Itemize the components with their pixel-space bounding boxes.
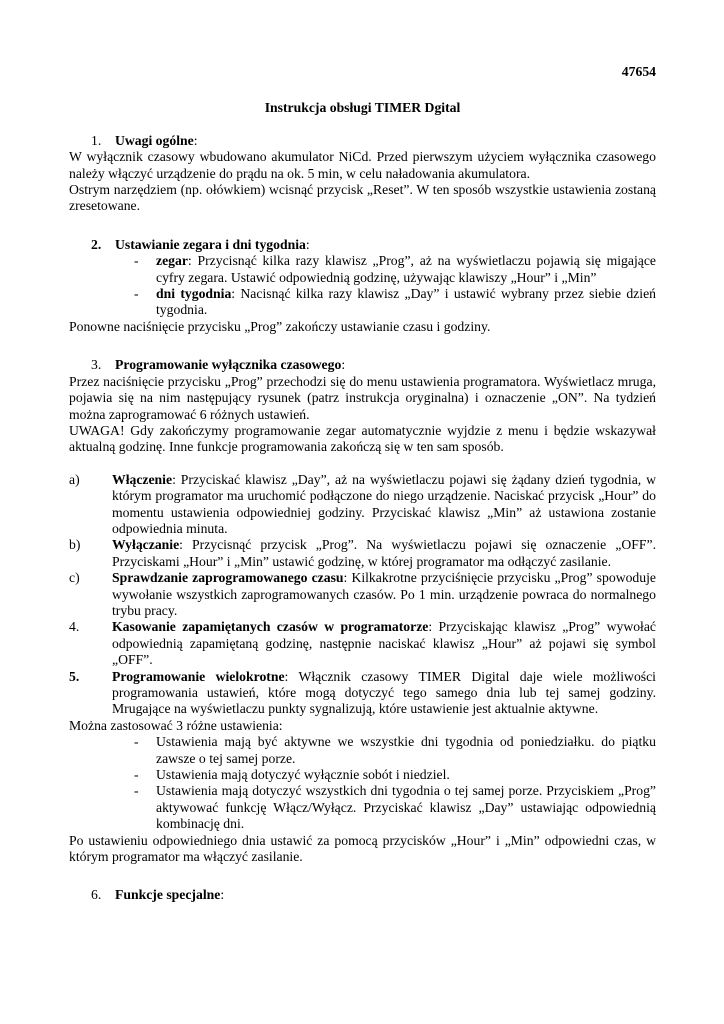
section-1-paragraph-2: Ostrym narzędziem (np. ołówkiem) wcisnąć przycisk „Reset”. W ten sposób wszystkie ustawienia zostaną zresetowane. (69, 182, 656, 214)
section-6-heading: 6. Funkcje specjalne: (91, 887, 225, 903)
programming-steps-list (69, 472, 656, 718)
settings-intro: Można zastosować 3 różne ustawienia: (69, 717, 283, 733)
item-label: dni tygodnia (156, 286, 232, 302)
list-item (69, 570, 656, 619)
section-2-number: 2. (91, 236, 102, 252)
section-3-title: Programowanie wyłącznika czasowego (115, 357, 342, 373)
item-text: : Nacisnąć kilka razy klawisz „Day” i ustawić wybrany przez siebie dzień tygodnia. (156, 286, 656, 318)
item-label: Włączenie (112, 471, 173, 487)
list-item: - dni tygodnia: Nacisnąć kilka razy klawisz „Day” i ustawić wybrany przez siebie dzień tygodnia. (134, 286, 656, 318)
section-3-number: 3. (91, 357, 102, 373)
section-2-title: Ustawianie zegara i dni tygodnia (115, 236, 306, 252)
document-page (69, 64, 656, 904)
item-text: : Przyciskając klawisz „Prog” wywołać odpowiednią zapamiętaną godzinę, następnie naciskać klawisz „Hour” aż pojawi się symbol „OFF”. (112, 619, 657, 668)
section-2-heading: 2. Ustawianie zegara i dni tygodnia: (91, 236, 310, 252)
list-item (69, 619, 656, 668)
item-label: Wyłączanie (112, 537, 180, 553)
item-label: Sprawdzanie zaprogramowanego czasu (112, 570, 344, 586)
item-marker: b) (69, 537, 81, 553)
item-text: : Przyciskać klawisz „Day”, aż na wyświetlaczu pojawi się żądany dzień tygodnia, w którym programator ma uruchomić podłączone do niego urządzenie. Naciskać przycisk „Hour” do momentu ustawienia odpowiedniej godziny. Przyciskać klawisz „Min” aż ustawiona zostanie odpowiednia minuta. (112, 471, 656, 536)
section-1-number: 1. (91, 132, 102, 148)
item-marker: c) (69, 570, 80, 586)
item-marker: 5. (69, 668, 80, 684)
section-3-paragraph-final: Po ustawieniu odpowiedniego dnia ustawić za pomocą przycisków „Hour” i „Min” odpowiedni czas, w którym programator ma włączyć zasilanie. (69, 832, 656, 865)
section-3-heading: 3. Programowanie wyłącznika czasowego: (91, 357, 346, 373)
list-item: - Ustawienia mają być aktywne we wszystkie dni tygodnia od poniedziałku. do piątku zawsze o tej samej porze. (134, 734, 656, 766)
item-text: Ustawienia mają dotyczyć wyłącznie sobót i niedziel. (156, 767, 450, 783)
section-1-title: Uwagi ogólne (115, 132, 194, 148)
item-label: zegar (156, 253, 188, 269)
section-6-title: Funkcje specjalne (115, 887, 221, 903)
section-3-paragraph-1: Przez naciśnięcie przycisku „Prog” przechodzi się do menu ustawienia programatora. Wyświetlacz mruga, pojawia się na nim następujący rysunek (patrz instrukcja oryginalna) i oznaczenie „ON”. Na tydzień można zaprogramować 6 różnych ustawień. (69, 373, 656, 422)
item-marker: 4. (69, 619, 80, 635)
section-1-paragraph-1: W wyłącznik czasowy wbudowano akumulator NiCd. Przed pierwszym użyciem wyłącznika czasowego należy włączyć urządzenie do prądu na ok. 5 min, w celu naładowania akumulatora. (69, 149, 656, 181)
clock-settings-list (69, 253, 656, 319)
item-text: Ustawienia mają być aktywne we wszystkie dni tygodnia od poniedziałku. do piątku zawsze o tej samej porze. (156, 734, 656, 766)
item-label: Kasowanie zapamiętanych czasów w programatorze (112, 619, 429, 635)
list-item (69, 537, 656, 570)
list-item: - Ustawienia mają dotyczyć wyłącznie sobót i niedziel. (134, 767, 450, 783)
page-title: Instrukcja obsługi TIMER Dgital (264, 100, 461, 116)
settings-list (69, 734, 656, 832)
item-text: : Włącznik czasowy TIMER Digital daje wiele możliwości programowania ustawień, które mogą dotyczyć tego samego dnia lub tej samej godziny. Mrugające na wyświetlaczu punkty sygnalizują, które ustawienie jest aktualnie aktywne. (112, 668, 656, 717)
list-item: - Ustawienia mają dotyczyć wszystkich dni tygodnia o tej samej porze. Przyciskiem „Prog” aktywować funkcję Włącz/Wyłącz. Przyciskać klawisz „Day” ustawiając odpowiednią kombinację dni. (134, 783, 656, 832)
item-marker: a) (69, 471, 80, 487)
item-label: Programowanie wielokrotne (112, 668, 285, 684)
section-6-number: 6. (91, 887, 102, 903)
section-1-heading: 1. Uwagi ogólne: (91, 132, 198, 148)
section-2-after: Ponowne naciśnięcie przycisku „Prog” zakończy ustawianie czasu i godziny. (69, 318, 491, 334)
list-item (69, 472, 656, 538)
item-text: Ustawienia mają dotyczyć wszystkich dni tygodnia o tej samej porze. Przyciskiem „Prog” aktywować funkcję Włącz/Wyłącz. Przyciskać klawisz „Day” ustawiając odpowiednią kombinację dni. (156, 783, 656, 832)
document-number: 47654 (621, 64, 656, 79)
item-text: : Kilkakrotne przyciśnięcie przycisku „Prog” spowoduje wywołanie wszystkich zaprogramowanych czasów. Po 1 min. urządzenie powraca do normalnego trybu pracy. (112, 570, 656, 618)
item-text: : Przycisnąć przycisk „Prog”. Na wyświetlaczu pojawi się oznaczenie „OFF”. Przyciskami „Hour” i „Min” ustawić godzinę, w której programator ma odłączyć zasilanie. (112, 537, 656, 569)
list-item: - zegar: Przycisnąć kilka razy klawisz „Prog”, aż na wyświetlaczu pojawią się migające cyfry zegara. Ustawić odpowiednią godzinę, używając klawiszy „Hour” i „Min” (134, 253, 656, 285)
list-item (69, 669, 656, 718)
section-3-warning: UWAGA! Gdy zakończymy programowanie zegar automatycznie wyjdzie z menu i będzie wskazywał aktualną godzinę. Inne funkcje programowania zakończą się w ten sam sposób. (69, 422, 656, 455)
item-text: : Przycisnąć kilka razy klawisz „Prog”, aż na wyświetlaczu pojawią się migające cyfry zegara. Ustawić odpowiednią godzinę, używając klawiszy „Hour” i „Min” (156, 253, 656, 285)
